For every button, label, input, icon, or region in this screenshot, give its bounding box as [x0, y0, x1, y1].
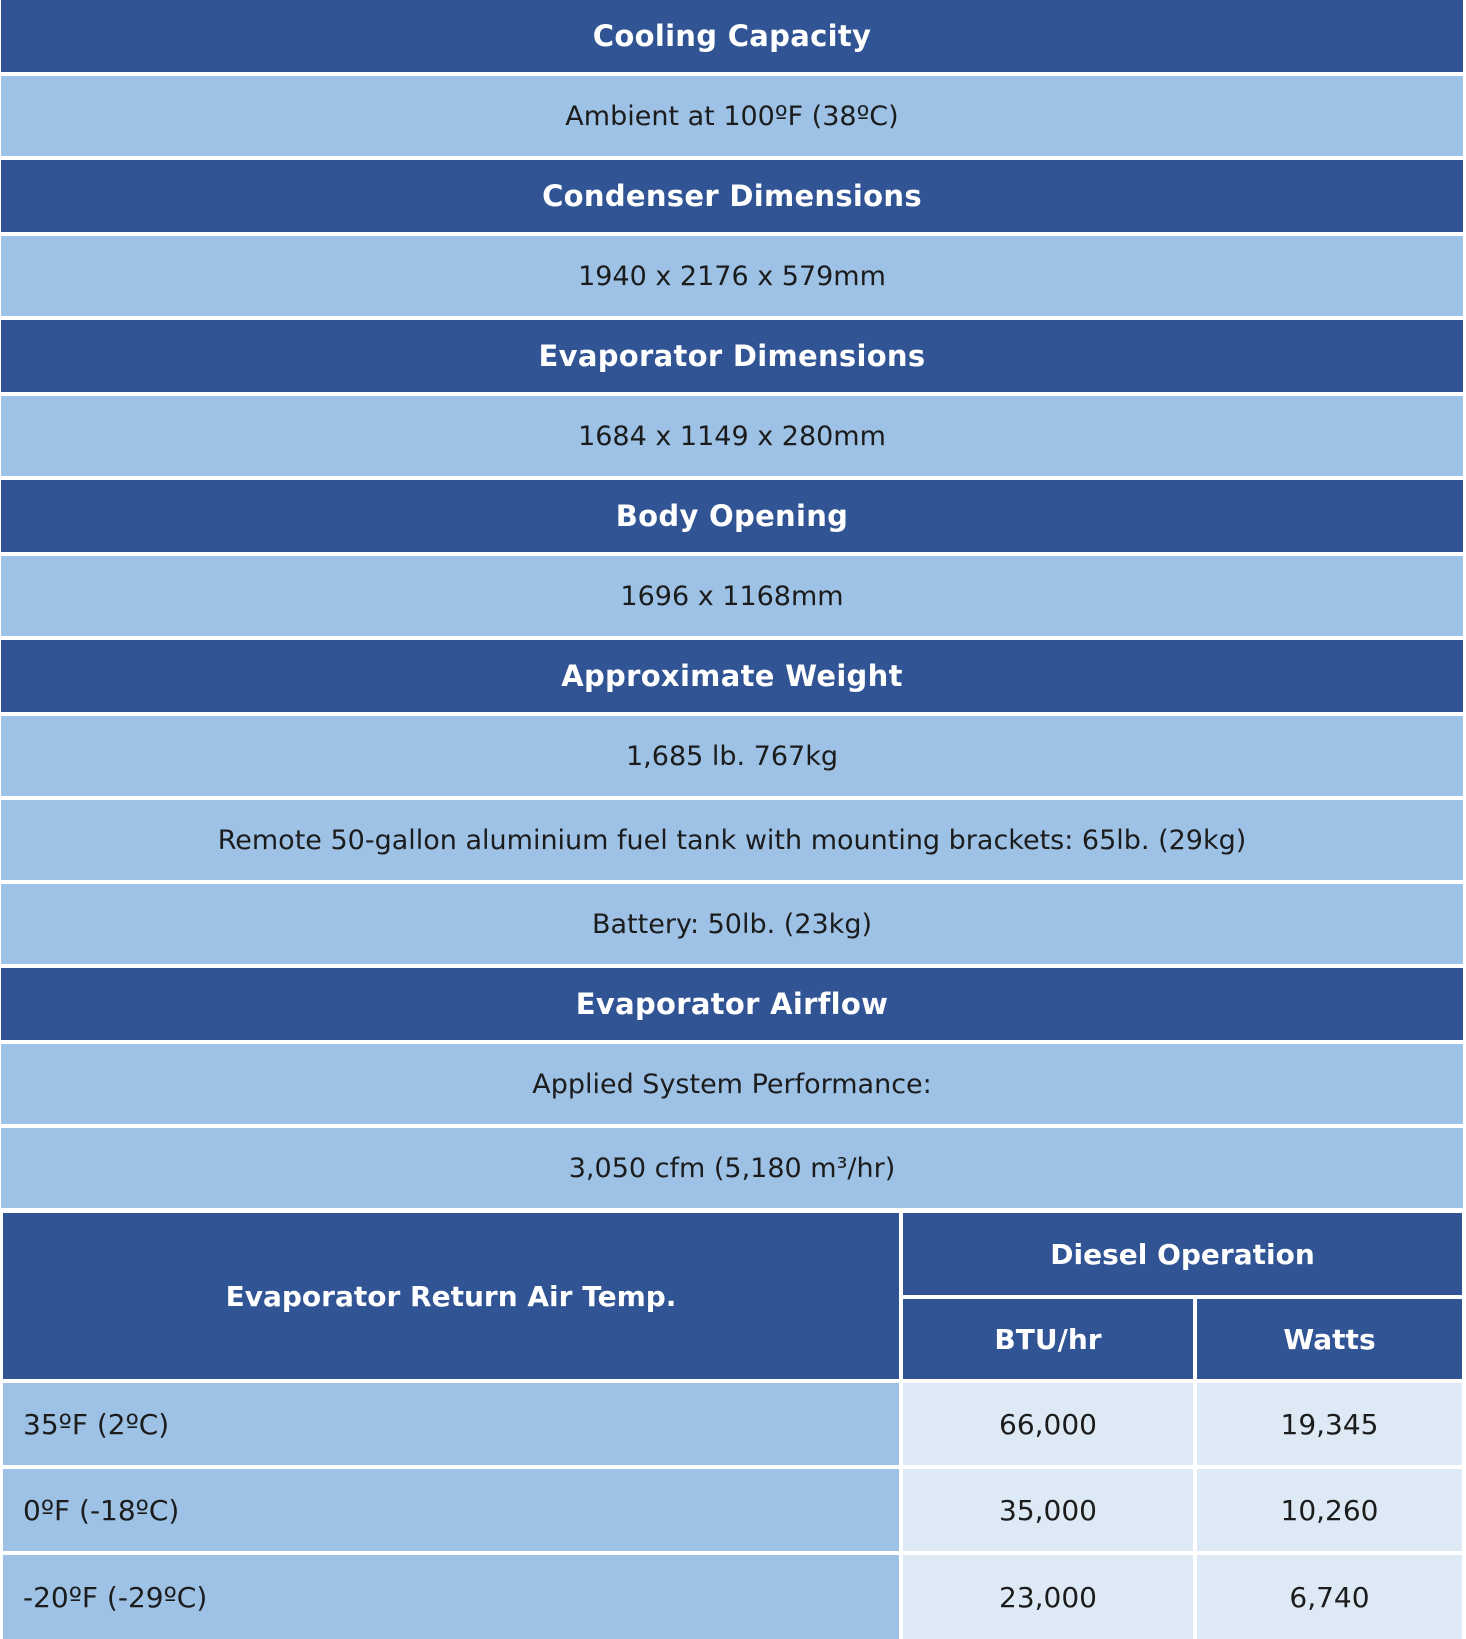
table-row-watts: 10,260	[1197, 1469, 1462, 1551]
table-row-watts: 6,740	[1197, 1555, 1462, 1639]
table-row-watts: 19,345	[1197, 1383, 1462, 1465]
section-value-airflow-label: Applied System Performance:	[1, 1044, 1463, 1124]
section-header-cooling-capacity: Cooling Capacity	[1, 0, 1463, 72]
column-header-return-air-temp: Evaporator Return Air Temp.	[3, 1213, 899, 1379]
table-row-temp: 35ºF (2ºC)	[3, 1383, 899, 1465]
section-value-cooling-capacity: Ambient at 100ºF (38ºC)	[1, 76, 1463, 156]
section-value-condenser-dimensions: 1940 x 2176 x 579mm	[1, 236, 1463, 316]
section-header-evaporator-airflow: Evaporator Airflow	[1, 968, 1463, 1040]
section-value-evaporator-dimensions: 1684 x 1149 x 280mm	[1, 396, 1463, 476]
column-group-header-diesel-operation: Diesel Operation	[903, 1213, 1462, 1295]
column-header-btu-hr: BTU/hr	[903, 1299, 1193, 1379]
table-row-temp: 0ºF (-18ºC)	[3, 1469, 899, 1551]
performance-table	[3, 1213, 1462, 1639]
section-value-airflow: 3,050 cfm (5,180 m³/hr)	[1, 1128, 1463, 1208]
section-header-condenser-dimensions: Condenser Dimensions	[1, 160, 1463, 232]
section-value-body-opening: 1696 x 1168mm	[1, 556, 1463, 636]
section-header-evaporator-dimensions: Evaporator Dimensions	[1, 320, 1463, 392]
section-header-body-opening: Body Opening	[1, 480, 1463, 552]
section-value-battery-weight: Battery: 50lb. (23kg)	[1, 884, 1463, 964]
section-header-approximate-weight: Approximate Weight	[1, 640, 1463, 712]
table-row-btu: 35,000	[903, 1469, 1193, 1551]
table-row-btu: 66,000	[903, 1383, 1193, 1465]
table-row-temp: -20ºF (-29ºC)	[3, 1555, 899, 1639]
column-header-watts: Watts	[1197, 1299, 1462, 1379]
section-value-fuel-tank-weight: Remote 50-gallon aluminium fuel tank with mounting brackets: 65lb. (29kg)	[1, 800, 1463, 880]
table-row-btu: 23,000	[903, 1555, 1193, 1639]
section-value-unit-weight: 1,685 lb. 767kg	[1, 716, 1463, 796]
